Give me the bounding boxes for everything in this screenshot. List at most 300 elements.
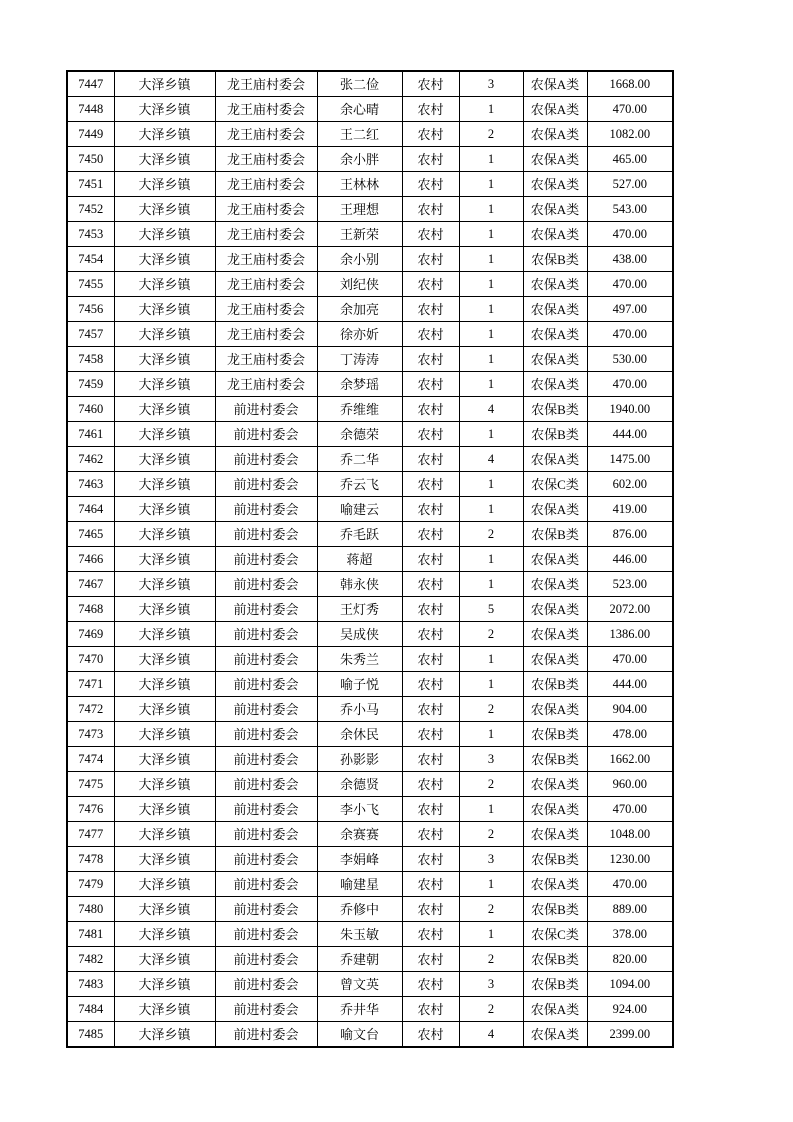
residence-type-cell: 农村 — [402, 447, 459, 472]
record-id-cell: 7474 — [67, 747, 114, 772]
amount-cell: 1082.00 — [587, 122, 673, 147]
person-count-cell: 1 — [459, 322, 523, 347]
village-committee-cell: 龙王庙村委会 — [215, 272, 317, 297]
person-name-cell: 王林林 — [317, 172, 402, 197]
person-count-cell: 1 — [459, 97, 523, 122]
village-committee-cell: 前进村委会 — [215, 872, 317, 897]
insurance-category-cell: 农保C类 — [523, 472, 587, 497]
person-count-cell: 1 — [459, 372, 523, 397]
person-count-cell: 1 — [459, 872, 523, 897]
town-cell: 大泽乡镇 — [114, 197, 215, 222]
town-cell: 大泽乡镇 — [114, 472, 215, 497]
person-name-cell: 曾文英 — [317, 972, 402, 997]
town-cell: 大泽乡镇 — [114, 172, 215, 197]
person-name-cell: 刘纪侠 — [317, 272, 402, 297]
records-table-body — [67, 71, 673, 1047]
village-committee-cell: 龙王庙村委会 — [215, 71, 317, 97]
person-count-cell: 2 — [459, 997, 523, 1022]
town-cell: 大泽乡镇 — [114, 947, 215, 972]
village-committee-cell: 前进村委会 — [215, 697, 317, 722]
person-count-cell: 1 — [459, 347, 523, 372]
town-cell: 大泽乡镇 — [114, 147, 215, 172]
amount-cell: 924.00 — [587, 997, 673, 1022]
town-cell: 大泽乡镇 — [114, 897, 215, 922]
record-id-cell: 7454 — [67, 247, 114, 272]
insurance-category-cell: 农保A类 — [523, 1022, 587, 1048]
table-row — [67, 622, 673, 647]
record-id-cell: 7475 — [67, 772, 114, 797]
residence-type-cell: 农村 — [402, 1022, 459, 1048]
village-committee-cell: 龙王庙村委会 — [215, 247, 317, 272]
table-row — [67, 397, 673, 422]
town-cell: 大泽乡镇 — [114, 847, 215, 872]
insurance-category-cell: 农保A类 — [523, 697, 587, 722]
amount-cell: 527.00 — [587, 172, 673, 197]
table-row — [67, 147, 673, 172]
village-committee-cell: 前进村委会 — [215, 572, 317, 597]
insurance-category-cell: 农保B类 — [523, 422, 587, 447]
person-count-cell: 2 — [459, 897, 523, 922]
table-row — [67, 572, 673, 597]
residence-type-cell: 农村 — [402, 672, 459, 697]
insurance-category-cell: 农保A类 — [523, 322, 587, 347]
residence-type-cell: 农村 — [402, 247, 459, 272]
residence-type-cell: 农村 — [402, 147, 459, 172]
table-row — [67, 772, 673, 797]
table-row — [67, 547, 673, 572]
table-row — [67, 97, 673, 122]
record-id-cell: 7468 — [67, 597, 114, 622]
table-row — [67, 71, 673, 97]
record-id-cell: 7472 — [67, 697, 114, 722]
village-committee-cell: 龙王庙村委会 — [215, 147, 317, 172]
amount-cell: 1662.00 — [587, 747, 673, 772]
record-id-cell: 7462 — [67, 447, 114, 472]
insurance-category-cell: 农保B类 — [523, 747, 587, 772]
residence-type-cell: 农村 — [402, 797, 459, 822]
record-id-cell: 7483 — [67, 972, 114, 997]
village-committee-cell: 前进村委会 — [215, 522, 317, 547]
amount-cell: 1230.00 — [587, 847, 673, 872]
person-name-cell: 乔二华 — [317, 447, 402, 472]
village-committee-cell: 前进村委会 — [215, 922, 317, 947]
village-committee-cell: 前进村委会 — [215, 822, 317, 847]
person-count-cell: 2 — [459, 822, 523, 847]
insurance-category-cell: 农保A类 — [523, 497, 587, 522]
village-committee-cell: 龙王庙村委会 — [215, 122, 317, 147]
town-cell: 大泽乡镇 — [114, 222, 215, 247]
insurance-category-cell: 农保A类 — [523, 272, 587, 297]
table-row — [67, 1022, 673, 1048]
insurance-category-cell: 农保A类 — [523, 71, 587, 97]
residence-type-cell: 农村 — [402, 572, 459, 597]
record-id-cell: 7476 — [67, 797, 114, 822]
residence-type-cell: 农村 — [402, 697, 459, 722]
person-count-cell: 1 — [459, 797, 523, 822]
insurance-category-cell: 农保A类 — [523, 172, 587, 197]
town-cell: 大泽乡镇 — [114, 997, 215, 1022]
person-name-cell: 余德贤 — [317, 772, 402, 797]
table-row — [67, 922, 673, 947]
amount-cell: 820.00 — [587, 947, 673, 972]
village-committee-cell: 前进村委会 — [215, 997, 317, 1022]
town-cell: 大泽乡镇 — [114, 872, 215, 897]
amount-cell: 478.00 — [587, 722, 673, 747]
person-count-cell: 1 — [459, 222, 523, 247]
person-count-cell: 1 — [459, 572, 523, 597]
amount-cell: 444.00 — [587, 422, 673, 447]
record-id-cell: 7473 — [67, 722, 114, 747]
table-row — [67, 222, 673, 247]
person-count-cell: 1 — [459, 922, 523, 947]
record-id-cell: 7479 — [67, 872, 114, 897]
record-id-cell: 7460 — [67, 397, 114, 422]
town-cell: 大泽乡镇 — [114, 122, 215, 147]
person-name-cell: 徐亦妡 — [317, 322, 402, 347]
residence-type-cell: 农村 — [402, 322, 459, 347]
person-count-cell: 1 — [459, 247, 523, 272]
village-committee-cell: 前进村委会 — [215, 622, 317, 647]
person-name-cell: 朱秀兰 — [317, 647, 402, 672]
insurance-category-cell: 农保A类 — [523, 297, 587, 322]
person-name-cell: 喻子悦 — [317, 672, 402, 697]
person-count-cell: 1 — [459, 547, 523, 572]
town-cell: 大泽乡镇 — [114, 547, 215, 572]
insurance-category-cell: 农保B类 — [523, 672, 587, 697]
insurance-category-cell: 农保A类 — [523, 197, 587, 222]
record-id-cell: 7470 — [67, 647, 114, 672]
insurance-category-cell: 农保C类 — [523, 922, 587, 947]
residence-type-cell: 农村 — [402, 372, 459, 397]
insurance-category-cell: 农保A类 — [523, 372, 587, 397]
insurance-category-cell: 农保B类 — [523, 847, 587, 872]
residence-type-cell: 农村 — [402, 897, 459, 922]
town-cell: 大泽乡镇 — [114, 972, 215, 997]
village-committee-cell: 龙王庙村委会 — [215, 172, 317, 197]
residence-type-cell: 农村 — [402, 947, 459, 972]
village-committee-cell: 前进村委会 — [215, 422, 317, 447]
person-name-cell: 韩永侠 — [317, 572, 402, 597]
record-id-cell: 7477 — [67, 822, 114, 847]
insurance-category-cell: 农保A类 — [523, 997, 587, 1022]
person-name-cell: 李娟峰 — [317, 847, 402, 872]
town-cell: 大泽乡镇 — [114, 697, 215, 722]
insurance-category-cell: 农保A类 — [523, 347, 587, 372]
amount-cell: 523.00 — [587, 572, 673, 597]
town-cell: 大泽乡镇 — [114, 447, 215, 472]
person-count-cell: 2 — [459, 522, 523, 547]
table-row — [67, 697, 673, 722]
person-name-cell: 余德荣 — [317, 422, 402, 447]
amount-cell: 438.00 — [587, 247, 673, 272]
amount-cell: 470.00 — [587, 272, 673, 297]
town-cell: 大泽乡镇 — [114, 522, 215, 547]
village-committee-cell: 前进村委会 — [215, 947, 317, 972]
amount-cell: 1094.00 — [587, 972, 673, 997]
insurance-category-cell: 农保B类 — [523, 722, 587, 747]
residence-type-cell: 农村 — [402, 71, 459, 97]
town-cell: 大泽乡镇 — [114, 747, 215, 772]
record-id-cell: 7450 — [67, 147, 114, 172]
amount-cell: 470.00 — [587, 97, 673, 122]
amount-cell: 470.00 — [587, 647, 673, 672]
town-cell: 大泽乡镇 — [114, 347, 215, 372]
table-row — [67, 847, 673, 872]
town-cell: 大泽乡镇 — [114, 797, 215, 822]
village-committee-cell: 前进村委会 — [215, 747, 317, 772]
village-committee-cell: 前进村委会 — [215, 447, 317, 472]
insurance-category-cell: 农保A类 — [523, 797, 587, 822]
residence-type-cell: 农村 — [402, 422, 459, 447]
amount-cell: 530.00 — [587, 347, 673, 372]
person-name-cell: 乔维维 — [317, 397, 402, 422]
person-name-cell: 喻建云 — [317, 497, 402, 522]
insurance-category-cell: 农保B类 — [523, 947, 587, 972]
insurance-category-cell: 农保A类 — [523, 447, 587, 472]
residence-type-cell: 农村 — [402, 872, 459, 897]
amount-cell: 470.00 — [587, 222, 673, 247]
residence-type-cell: 农村 — [402, 297, 459, 322]
record-id-cell: 7456 — [67, 297, 114, 322]
table-row — [67, 897, 673, 922]
residence-type-cell: 农村 — [402, 972, 459, 997]
insurance-category-cell: 农保A类 — [523, 97, 587, 122]
record-id-cell: 7457 — [67, 322, 114, 347]
table-row — [67, 322, 673, 347]
person-count-cell: 1 — [459, 672, 523, 697]
person-count-cell: 1 — [459, 422, 523, 447]
residence-type-cell: 农村 — [402, 472, 459, 497]
person-count-cell: 1 — [459, 472, 523, 497]
person-name-cell: 丁涛涛 — [317, 347, 402, 372]
town-cell: 大泽乡镇 — [114, 772, 215, 797]
person-name-cell: 张二俭 — [317, 71, 402, 97]
village-committee-cell: 前进村委会 — [215, 547, 317, 572]
amount-cell: 1475.00 — [587, 447, 673, 472]
amount-cell: 497.00 — [587, 297, 673, 322]
person-name-cell: 王灯秀 — [317, 597, 402, 622]
table-row — [67, 422, 673, 447]
person-name-cell: 余加亮 — [317, 297, 402, 322]
person-count-cell: 1 — [459, 172, 523, 197]
amount-cell: 1386.00 — [587, 622, 673, 647]
town-cell: 大泽乡镇 — [114, 572, 215, 597]
person-count-cell: 1 — [459, 272, 523, 297]
town-cell: 大泽乡镇 — [114, 622, 215, 647]
person-name-cell: 乔井华 — [317, 997, 402, 1022]
village-committee-cell: 龙王庙村委会 — [215, 347, 317, 372]
record-id-cell: 7458 — [67, 347, 114, 372]
record-id-cell: 7467 — [67, 572, 114, 597]
table-row — [67, 472, 673, 497]
table-row — [67, 372, 673, 397]
town-cell: 大泽乡镇 — [114, 672, 215, 697]
record-id-cell: 7451 — [67, 172, 114, 197]
record-id-cell: 7480 — [67, 897, 114, 922]
record-id-cell: 7463 — [67, 472, 114, 497]
table-row — [67, 447, 673, 472]
person-count-cell: 2 — [459, 947, 523, 972]
person-name-cell: 李小飞 — [317, 797, 402, 822]
record-id-cell: 7464 — [67, 497, 114, 522]
person-count-cell: 2 — [459, 122, 523, 147]
town-cell: 大泽乡镇 — [114, 247, 215, 272]
person-count-cell: 4 — [459, 1022, 523, 1048]
person-name-cell: 乔修中 — [317, 897, 402, 922]
residence-type-cell: 农村 — [402, 997, 459, 1022]
village-committee-cell: 前进村委会 — [215, 672, 317, 697]
amount-cell: 602.00 — [587, 472, 673, 497]
residence-type-cell: 农村 — [402, 197, 459, 222]
table-row — [67, 997, 673, 1022]
amount-cell: 444.00 — [587, 672, 673, 697]
person-count-cell: 3 — [459, 972, 523, 997]
person-name-cell: 余小胖 — [317, 147, 402, 172]
person-name-cell: 王理想 — [317, 197, 402, 222]
person-name-cell: 孙影影 — [317, 747, 402, 772]
insurance-category-cell: 农保A类 — [523, 647, 587, 672]
table-row — [67, 272, 673, 297]
village-committee-cell: 龙王庙村委会 — [215, 97, 317, 122]
person-name-cell: 喻文台 — [317, 1022, 402, 1048]
residence-type-cell: 农村 — [402, 922, 459, 947]
person-count-cell: 4 — [459, 447, 523, 472]
town-cell: 大泽乡镇 — [114, 272, 215, 297]
residence-type-cell: 农村 — [402, 747, 459, 772]
amount-cell: 470.00 — [587, 322, 673, 347]
record-id-cell: 7453 — [67, 222, 114, 247]
record-id-cell: 7459 — [67, 372, 114, 397]
residence-type-cell: 农村 — [402, 847, 459, 872]
insurance-category-cell: 农保B类 — [523, 897, 587, 922]
insurance-category-cell: 农保B类 — [523, 247, 587, 272]
residence-type-cell: 农村 — [402, 547, 459, 572]
residence-type-cell: 农村 — [402, 772, 459, 797]
record-id-cell: 7478 — [67, 847, 114, 872]
table-row — [67, 297, 673, 322]
table-row — [67, 247, 673, 272]
residence-type-cell: 农村 — [402, 522, 459, 547]
person-name-cell: 余梦瑶 — [317, 372, 402, 397]
insurance-category-cell: 农保A类 — [523, 872, 587, 897]
village-committee-cell: 前进村委会 — [215, 647, 317, 672]
amount-cell: 2072.00 — [587, 597, 673, 622]
person-count-cell: 2 — [459, 697, 523, 722]
table-row — [67, 972, 673, 997]
table-row — [67, 497, 673, 522]
person-name-cell: 乔建朝 — [317, 947, 402, 972]
residence-type-cell: 农村 — [402, 497, 459, 522]
insurance-category-cell: 农保A类 — [523, 772, 587, 797]
insurance-roster-table — [66, 70, 674, 1048]
residence-type-cell: 农村 — [402, 647, 459, 672]
person-count-cell: 1 — [459, 497, 523, 522]
table-row — [67, 522, 673, 547]
residence-type-cell: 农村 — [402, 122, 459, 147]
record-id-cell: 7481 — [67, 922, 114, 947]
table-row — [67, 947, 673, 972]
town-cell: 大泽乡镇 — [114, 597, 215, 622]
person-name-cell: 王新荣 — [317, 222, 402, 247]
person-count-cell: 1 — [459, 197, 523, 222]
amount-cell: 470.00 — [587, 872, 673, 897]
person-count-cell: 4 — [459, 397, 523, 422]
amount-cell: 470.00 — [587, 797, 673, 822]
residence-type-cell: 农村 — [402, 272, 459, 297]
residence-type-cell: 农村 — [402, 397, 459, 422]
person-count-cell: 1 — [459, 297, 523, 322]
record-id-cell: 7465 — [67, 522, 114, 547]
amount-cell: 960.00 — [587, 772, 673, 797]
record-id-cell: 7471 — [67, 672, 114, 697]
table-row — [67, 347, 673, 372]
town-cell: 大泽乡镇 — [114, 372, 215, 397]
insurance-category-cell: 农保A类 — [523, 147, 587, 172]
table-row — [67, 597, 673, 622]
insurance-category-cell: 农保A类 — [523, 822, 587, 847]
amount-cell: 378.00 — [587, 922, 673, 947]
person-name-cell: 蒋超 — [317, 547, 402, 572]
amount-cell: 465.00 — [587, 147, 673, 172]
table-row — [67, 747, 673, 772]
village-committee-cell: 前进村委会 — [215, 897, 317, 922]
person-name-cell: 喻建星 — [317, 872, 402, 897]
village-committee-cell: 前进村委会 — [215, 847, 317, 872]
table-row — [67, 122, 673, 147]
residence-type-cell: 农村 — [402, 97, 459, 122]
amount-cell: 419.00 — [587, 497, 673, 522]
amount-cell: 446.00 — [587, 547, 673, 572]
town-cell: 大泽乡镇 — [114, 322, 215, 347]
person-count-cell: 3 — [459, 71, 523, 97]
village-committee-cell: 龙王庙村委会 — [215, 197, 317, 222]
residence-type-cell: 农村 — [402, 597, 459, 622]
insurance-category-cell: 农保B类 — [523, 972, 587, 997]
town-cell: 大泽乡镇 — [114, 822, 215, 847]
village-committee-cell: 前进村委会 — [215, 722, 317, 747]
person-name-cell: 王二红 — [317, 122, 402, 147]
residence-type-cell: 农村 — [402, 822, 459, 847]
amount-cell: 904.00 — [587, 697, 673, 722]
residence-type-cell: 农村 — [402, 722, 459, 747]
town-cell: 大泽乡镇 — [114, 71, 215, 97]
table-row — [67, 172, 673, 197]
amount-cell: 876.00 — [587, 522, 673, 547]
table-row — [67, 872, 673, 897]
table-row — [67, 797, 673, 822]
person-count-cell: 1 — [459, 147, 523, 172]
record-id-cell: 7484 — [67, 997, 114, 1022]
record-id-cell: 7455 — [67, 272, 114, 297]
town-cell: 大泽乡镇 — [114, 497, 215, 522]
person-count-cell: 2 — [459, 622, 523, 647]
amount-cell: 1048.00 — [587, 822, 673, 847]
village-committee-cell: 前进村委会 — [215, 472, 317, 497]
village-committee-cell: 前进村委会 — [215, 772, 317, 797]
person-count-cell: 3 — [459, 747, 523, 772]
residence-type-cell: 农村 — [402, 622, 459, 647]
person-count-cell: 1 — [459, 722, 523, 747]
person-name-cell: 余心晴 — [317, 97, 402, 122]
table-row — [67, 672, 673, 697]
person-name-cell: 余休民 — [317, 722, 402, 747]
amount-cell: 889.00 — [587, 897, 673, 922]
person-count-cell: 5 — [459, 597, 523, 622]
town-cell: 大泽乡镇 — [114, 922, 215, 947]
residence-type-cell: 农村 — [402, 222, 459, 247]
record-id-cell: 7469 — [67, 622, 114, 647]
record-id-cell: 7447 — [67, 71, 114, 97]
